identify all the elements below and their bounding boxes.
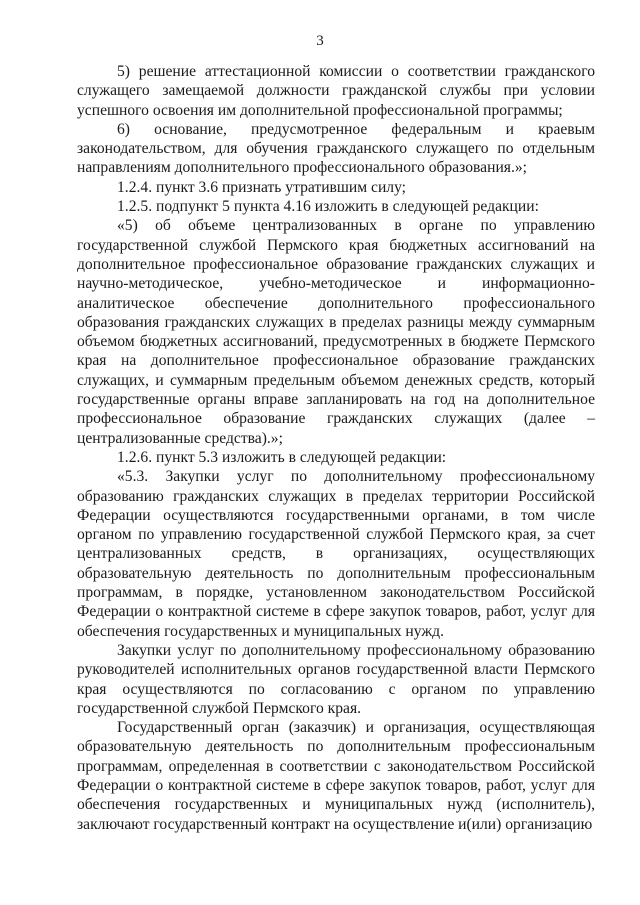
paragraph-item-5: 5) решение аттестационной комиссии о соответствии гражданского служащего замещаемой должности гражданской службы при условии успешного освоения им дополнительной профессиональной программы; [77, 63, 595, 119]
document-body [77, 62, 595, 834]
paragraph-state-contract: Государственный орган (заказчик) и организация, осуществляющая образовательную деятельность по дополнительным профессиональным программам, определенная в соответствии с законодательством Российской Федерации о контрактной системе в сфере закупок товаров, работ, услуг для обеспечения государственных и муниципальных нужд (исполнитель), заключают государственный контракт на осуществление и(или) организацию [77, 719, 595, 833]
paragraph-item-6: 6) основание, предусмотренное федеральным и краевым законодательством, для обучения гражданского служащего по отдельным направлениям дополнительного профессионального образования.»; [77, 120, 595, 177]
paragraph-5-3: «5.3. Закупки услуг по дополнительному профессиональному образованию гражданских служащих в пределах территории Российской Федерации осуществляются государственными органами, в том числе органом по управлению государственной службой Пермского края, за счет централизованных средств, в организациях, осуществляющих образовательную деятельность по дополнительным профессиональным программам, в порядке, установленном законодательством Российской Федерации о контрактной системе в сфере закупок товаров, работ, услуг для обеспечения государственных и муниципальных нужд. [77, 468, 595, 640]
paragraph-1-2-5: 1.2.5. подпункт 5 пункта 4.16 изложить в следующей редакции: [117, 198, 539, 216]
paragraph-1-2-4: 1.2.4. пункт 3.6 признать утратившим силу; [117, 178, 407, 196]
paragraph-1-2-6: 1.2.6. пункт 5.3 изложить в следующей редакции: [117, 448, 447, 466]
page-number: 3 [316, 33, 324, 49]
paragraph-procurement-leaders: Закупки услуг по дополнительному профессиональному образованию руководителей исполнительных органов государственной власти Пермского края осуществляются по согласованию с органом по управлению государственной службой Пермского края. [77, 641, 595, 717]
paragraph-subitem-5-new: «5) об объеме централизованных в органе по управлению государственной службой Пермского края бюджетных ассигнований на дополнительное профессиональное образование гражданских служащих и научно-методическое, учебно-методическое и информационно-аналитическое обеспечение дополнительного профессионального образования гражданских служащих в пределах разницы между суммарным объемом бюджетных ассигнований, предусмотренных в бюджете Пермского края на дополнительное профессиональное образование гражданских служащих, и суммарным предельным объемом денежных средств, который государственные органы вправе запланировать на год на дополнительное профессиональное образование гражданских служащих (далее – централизованные средства).»; [77, 217, 595, 447]
